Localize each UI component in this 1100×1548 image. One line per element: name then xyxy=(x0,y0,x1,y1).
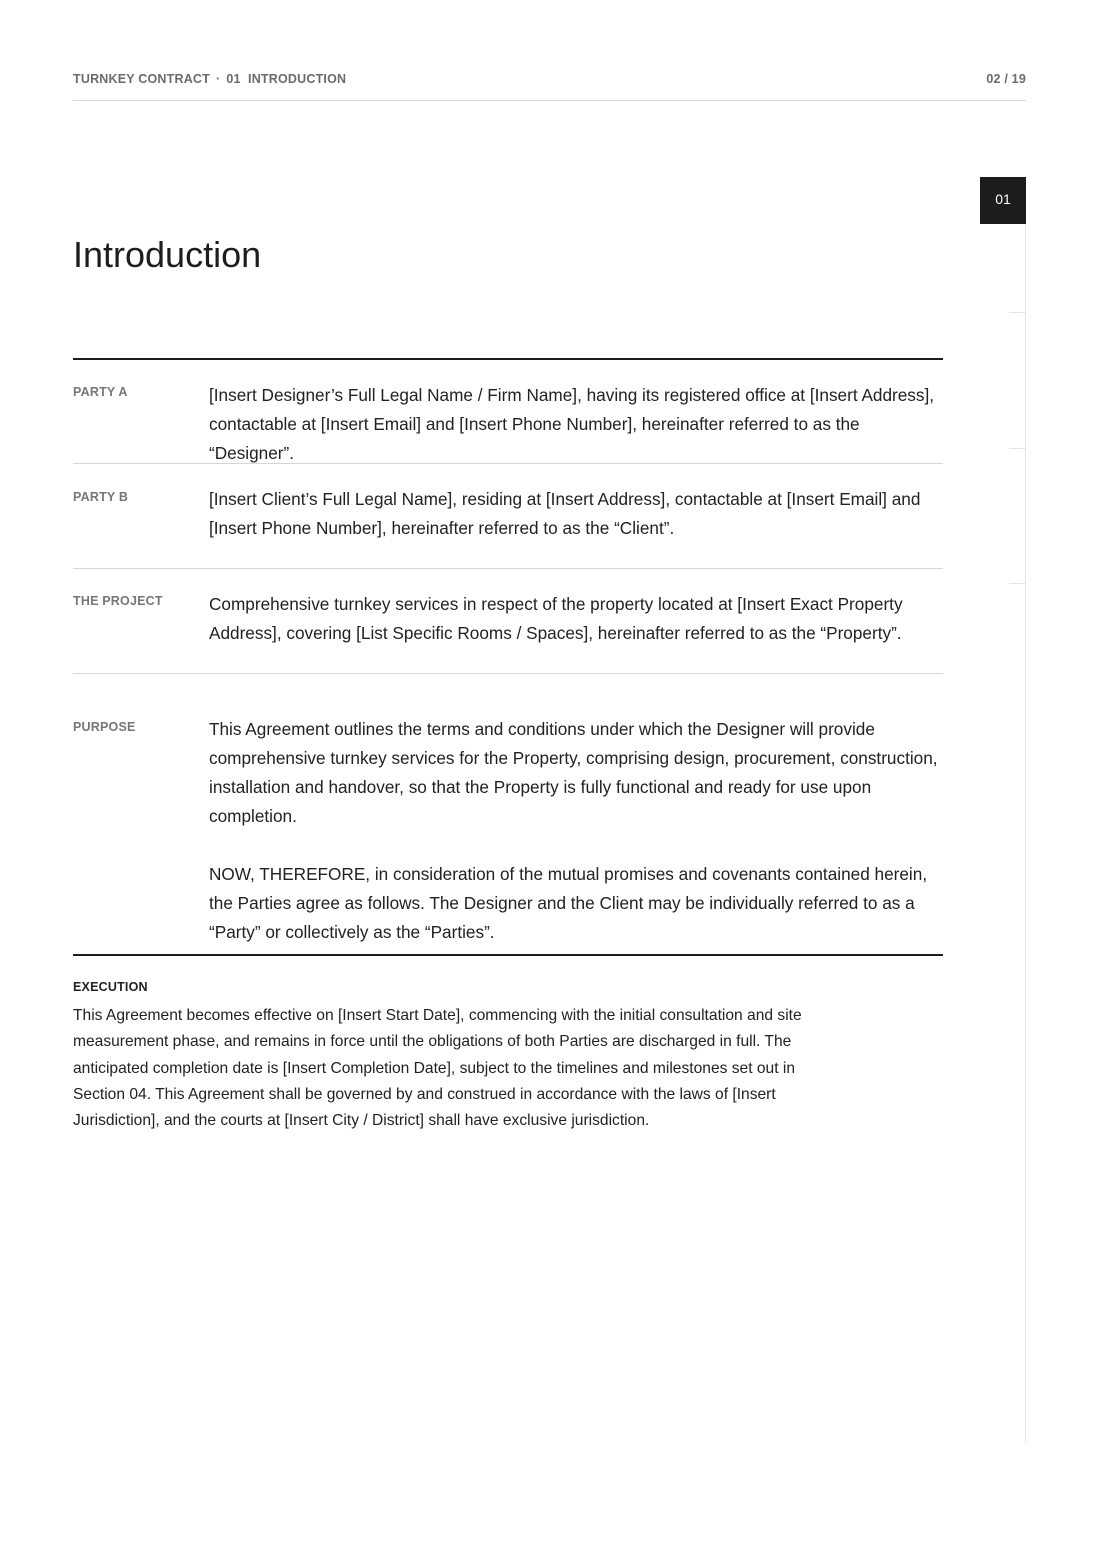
rail-tick xyxy=(1009,583,1026,584)
chapter-tab[interactable]: 01 xyxy=(980,177,1026,224)
party-a-text: [Insert Designer’s Full Legal Name / Firm Name], having its registered office at [Insert Address], contactable at [Insert Email] and [Insert Phone Number], hereinafter referred to as the “Designer”. xyxy=(209,385,935,463)
party-a-label: PARTY A xyxy=(73,385,128,399)
header-doc-title: TURNKEY CONTRACT xyxy=(73,72,210,86)
rail-tick xyxy=(1009,312,1026,313)
purpose-text-therefore: NOW, THEREFORE, in consideration of the mutual promises and covenants contained herein, the Parties agree as follows. The Designer and the Client may be individually referred to as a “Party” or collectively as the “Parties”. xyxy=(209,864,928,942)
header-section: 01 INTRODUCTION xyxy=(226,72,347,86)
header-separator: · xyxy=(216,72,221,86)
purpose-text: This Agreement outlines the terms and conditions under which the Designer will provide comprehensive turnkey services for the Property, comprising design, procurement, construction, installation and handover, so that the Property is fully functional and ready for use upon completion. xyxy=(209,719,938,826)
project-label: THE PROJECT xyxy=(73,594,163,608)
row-divider xyxy=(73,673,943,674)
row-divider xyxy=(73,463,943,464)
running-header xyxy=(73,72,1026,101)
table-top-rule xyxy=(73,358,943,360)
table-bottom-rule xyxy=(73,954,943,956)
purpose-label: PURPOSE xyxy=(73,720,136,734)
rail-tick xyxy=(1009,448,1026,449)
party-b-text: [Insert Client’s Full Legal Name], residing at [Insert Address], contactable at [Insert Email] and [Insert Phone Number], hereinafter referred to as the “Client”. xyxy=(209,489,921,538)
page-indicator: 02 / 19 xyxy=(986,72,1026,86)
execution-heading: EXECUTION xyxy=(73,980,148,994)
project-text: Comprehensive turnkey services in respect of the property located at [Insert Exact Property Address], covering [List Specific Rooms / Spaces], hereinafter referred to as the “Property”. xyxy=(209,594,903,643)
header-breadcrumb xyxy=(73,72,346,86)
page-title: Introduction xyxy=(73,234,262,275)
side-rail xyxy=(1025,177,1026,1443)
party-b-label: PARTY B xyxy=(73,490,129,504)
row-divider xyxy=(73,568,943,569)
execution-text: This Agreement becomes effective on [Insert Start Date], commencing with the initial consultation and site measurement phase, and remains in force until the obligations of both Parties are discharged in full. The anticipated completion date is [Insert Completion Date], subject to the timelines and milestones set out in Section 04. This Agreement shall be governed by and construed in accordance with the laws of [Insert Jurisdiction], and the courts at [Insert City / District] shall have exclusive jurisdiction. xyxy=(73,1007,802,1130)
